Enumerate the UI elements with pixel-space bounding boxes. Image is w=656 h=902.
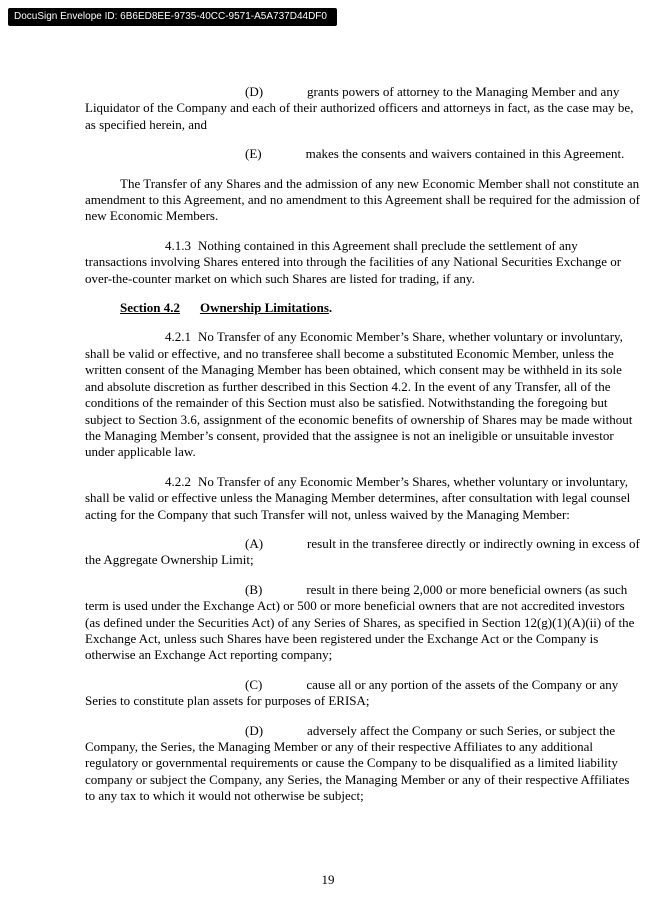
paragraph-clause-d1 xyxy=(85,84,641,133)
paragraph-4-2-1 xyxy=(85,329,641,460)
paragraph-clause-c xyxy=(85,677,641,710)
section-heading-period: . xyxy=(328,300,333,316)
clause-text: result in there being 2,000 or more beneficial owners (as such term is used under the Exchange Act) or 500 or more beneficial owners that are not accredited investors (as defined under the Securities Act) of any Series of Shares, as specified in Section 12(g)(1)(A)(ii) of the Exchange Act, unless such Shares have been registered under the Exchange Act or the Company is otherwise an Exchange Act reporting company; xyxy=(85,581,635,663)
section-4-2-heading xyxy=(85,300,641,316)
paragraph-clause-b xyxy=(85,582,641,664)
paragraph-clause-d2 xyxy=(85,723,641,805)
clause-label: (D) xyxy=(245,84,264,99)
paragraph-text: Nothing contained in this Agreement shall preclude the settlement of any transactions involving Shares entered into through the facilities of any National Securities Exchange or over-the-counter market on which such Shares are listed for trading, if any. xyxy=(85,237,622,286)
paragraph-transfer-admission xyxy=(85,176,641,225)
document-body xyxy=(85,84,641,805)
clause-text: cause all or any portion of the assets of the Company or any Series to constitute plan assets for purposes of ERISA; xyxy=(85,676,619,709)
paragraph-text: No Transfer of any Economic Member’s Share, whether voluntary or involuntary, shall be valid or effective, and no transferee shall become a substituted Economic Member, unless the written consent of the Managing Member has been obtained, which consent may be withheld in its sole and absolute discretion as further described in this Section 4.2. In the event of any Transfer, all of the conditions of the remainder of this Section must also be satisfied. Notwithstanding the foregoing but subject to Section 3.6, assignment of the economic benefits of ownership of Shares may be made without the Managing Member’s consent, provided that the assignee is not an ineligible or unsuitable investor under applicable law. xyxy=(85,329,633,460)
section-heading-label: Section 4.2 xyxy=(120,300,180,316)
clause-text: result in the transferee directly or indirectly owning in excess of the Aggregate Ownership Limit; xyxy=(85,535,640,568)
paragraph-clause-a xyxy=(85,536,641,569)
clause-label: (A) xyxy=(245,535,264,551)
section-number: 4.1.3 xyxy=(165,237,191,253)
paragraph-4-2-2 xyxy=(85,474,641,523)
section-number: 4.2.1 xyxy=(165,329,191,345)
docusign-envelope-id: DocuSign Envelope ID: 6B6ED8EE-9735-40CC-9571-A5A737D44DF0 xyxy=(14,11,327,22)
docusign-envelope-banner xyxy=(8,8,337,26)
paragraph-text: No Transfer of any Economic Member’s Shares, whether voluntary or involuntary, shall be valid or effective unless the Managing Member determines, after consultation with legal counsel acting for the Company that such Transfer will not, unless waived by the Managing Member: xyxy=(85,473,631,522)
paragraph-4-1-3 xyxy=(85,238,641,287)
section-number: 4.2.2 xyxy=(165,473,191,489)
clause-label: (C) xyxy=(245,676,263,692)
clause-text: grants powers of attorney to the Managing Member and any Liquidator of the Company and each of their authorized officers and attorneys in fact, as the case may be, as specified herein, and xyxy=(85,84,634,132)
clause-text: adversely affect the Company or such Series, or subject the Company, the Series, the Managing Member or any of their respective Affiliates to any additional regulatory or governmental requirements or cause the Company to be disqualified as a limited liability company or subject the Company, any Series, the Managing Member or any of their respective Affiliates to any tax to which it would not otherwise be subject; xyxy=(85,722,630,804)
clause-label: (E) xyxy=(245,146,262,162)
section-heading-title: Ownership Limitations xyxy=(199,300,329,316)
clause-label: (D) xyxy=(245,722,264,738)
page-number: 19 xyxy=(321,872,335,887)
page-footer xyxy=(0,872,656,888)
clause-label: (B) xyxy=(245,581,263,597)
clause-text: makes the consents and waivers contained in this Agreement. xyxy=(305,146,625,162)
paragraph-clause-e xyxy=(85,146,641,162)
paragraph-text: The Transfer of any Shares and the admission of any new Economic Member shall not constitute an amendment to this Agreement, and no amendment to this Agreement shall be required for the admission of new Economic Members. xyxy=(85,175,640,224)
